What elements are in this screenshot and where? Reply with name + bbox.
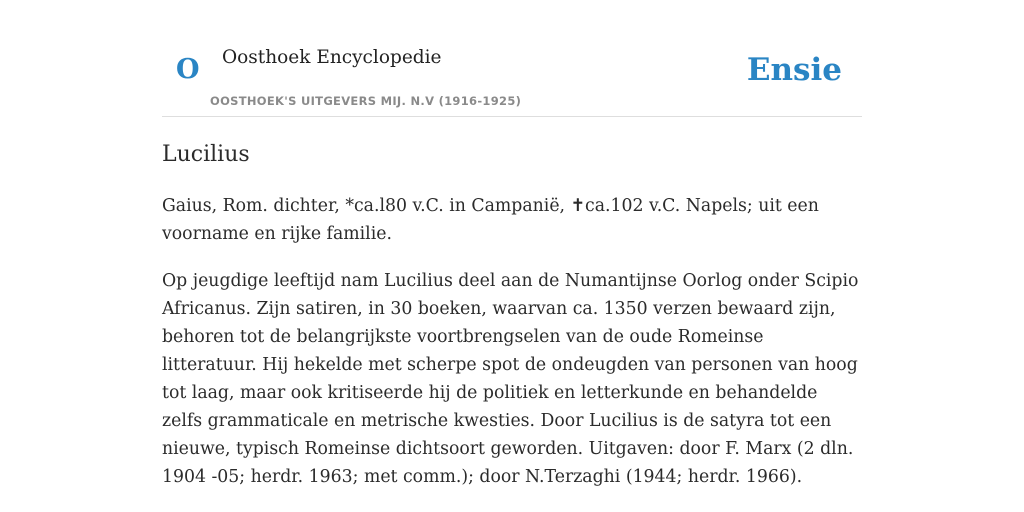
brand-logo-link[interactable]: Ensie [746, 52, 842, 88]
publication-header [162, 0, 862, 117]
publication-title[interactable]: Oosthoek Encyclopedie [222, 47, 442, 68]
entry-paragraph: Gaius, Rom. dichter, *ca.l80 v.C. in Campanië, ✝ca.102 v.C. Napels; uit een voorname en rijke familie. [162, 196, 819, 244]
entry-paragraph: Op jeugdige leeftijd nam Lucilius deel aan de Numantijnse Oorlog onder Scipio Africanus. Zijn satiren, in 30 boeken, waarvan ca. 1350 verzen bewaard zijn, behoren tot de belangrijkste voortbrengselen van de oude Romeinse litteratuur. Hij hekelde met scherpe spot de ondeugden van personen van hoog tot laag, maar ook kritiseerde hij de politiek en letterkunde en behandelde zelfs grammaticale en metrische kwesties. Door Lucilius is de satyra tot een nieuwe, typisch Romeinse dichtsoort geworden. Uitgaven: door F. Marx (2 dln. 1904 -05; herdr. 1963; met comm.); door N.Terzaghi (1944; herdr. 1966). [162, 271, 859, 487]
publication-subtitle: OOSTHOEK'S UITGEVERS MIJ. N.V (1916-1925) [210, 94, 522, 108]
entry-body [162, 192, 862, 510]
publication-logo[interactable]: O [176, 54, 200, 85]
entry-title: Lucilius [162, 142, 250, 167]
